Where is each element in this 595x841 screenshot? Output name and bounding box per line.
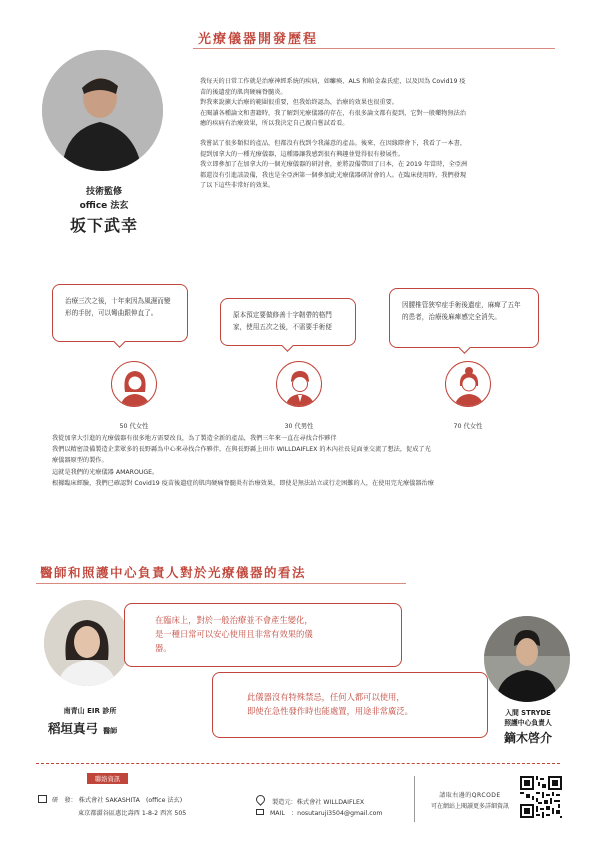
maker-text: 製造元：株式會社 WILLDAIFLEX (271, 799, 365, 806)
testimonial-bubble-2 (220, 298, 356, 346)
opinions-title: 醫師和照護中心負責人對於光療儀器的看法 (40, 565, 307, 580)
qr-caption-2: 可在網站上閱讀更多詳細資訊 (430, 803, 509, 810)
building-icon (38, 795, 47, 803)
testimonial-text-1: 治療三次之後，十年來因為風濕而變形的手肘，可以彎曲跟伸直了。 (65, 297, 171, 317)
history-line (200, 130, 560, 139)
woman-icon (112, 362, 157, 407)
caregiver-name: 鏑木啓介 (503, 731, 552, 745)
doctor-clinic: 南青山 EIR 診所 (63, 707, 117, 715)
caregiver-portrait-icon (484, 616, 570, 702)
caregiver-org-1: 入間 STRYDE (505, 709, 551, 717)
doctor-name-row (48, 718, 144, 737)
testimonial-text-3: 因腰椎管狹窄症手術後遺症，麻痺了五年的患者，治療後麻痺感完全消失。 (402, 301, 521, 321)
contact-label: 聯絡資訊 (87, 773, 128, 784)
history-line: 在閱讀各種論文和書籍時，我了解到光療儀器的存在，有很多論文都有提到，它對一般藥物無法治 (200, 109, 467, 117)
maker-row (256, 795, 364, 806)
seller-name: 株式會社 SAKASHITA (office 法玄) (78, 797, 183, 804)
story-line: 這就是我們的光療儀器 AMAROUGE。 (52, 468, 159, 476)
age-label-2: 30 代男性 (284, 423, 314, 430)
testimonial-bubble-3 (389, 288, 539, 348)
seller-row (38, 795, 182, 804)
history-line: 我每天的日常工作就是治療神經系統的疾病，如癱瘓、ALS 和帕金森氏症，以及因為 Covid19 疫 (200, 78, 466, 85)
caregiver-quote-1: 此儀器沒有特殊禁忌，任何人都可以使用， (247, 692, 405, 702)
history-line: 對我來說擴大治療的範圍很重要，但我始終認為，治療的效果也很重要。 (200, 99, 398, 107)
bubble-tail (113, 335, 126, 348)
mail-icon (256, 809, 264, 815)
doctor-name: 稻垣真弓 (48, 721, 99, 736)
doctor-title: 醫師 (103, 727, 118, 735)
caregiver-org-2: 照護中心負責人 (504, 719, 552, 727)
history-text (200, 77, 560, 192)
footer-dashed-rule (36, 763, 560, 764)
story-line: 我們以精密設備製造企業眾多的長野縣為中心來尋找合作夥伴，在與長野縣上田市 WILLDAIFLEX 的木內社長見面並交流了想法，促成了光 (52, 446, 431, 454)
history-line: 提到加拿大的一種光療儀器，這種器讓我感到很有興趣並覺得很有發展性。 (200, 150, 405, 158)
avatar-female-50s (111, 361, 157, 407)
history-title-rule (193, 48, 555, 49)
history-line: 都還沒有引進該設備，我也是全亞洲第一個參加此光療儀器研討會的人。在臨床使用時，我們發現 (200, 171, 467, 179)
caregiver-quote-2: 即使在急性發作時也能處置，用途非常廣泛。 (247, 706, 413, 716)
bubble-tail (281, 339, 294, 352)
author-photo (42, 50, 163, 171)
story-line: 我從加拿大引進的光療儀器有很多地方需要改良，為了製造全新的產品，我們三年來一直在尋找合作夥伴 (52, 435, 337, 442)
doctor-quote-3: 器。 (155, 643, 172, 653)
age-label-1: 50 代女性 (119, 423, 149, 430)
author-role-1: 技術監修 (85, 187, 122, 197)
man-icon (277, 362, 322, 407)
seller-label: 研 發： (51, 797, 77, 804)
doctor-quote-1: 在臨床上，對於一般治療並不會產生變化， (155, 615, 313, 625)
avatar-female-70s (445, 361, 491, 407)
history-line: 苗的後遺症的肌肉硬痛脊髓炎。 (200, 88, 287, 96)
elderly-woman-icon (446, 362, 491, 407)
qr-caption-1: 請取右邊的QRCODE (439, 792, 501, 799)
opinions-title-rule (36, 583, 406, 584)
caregiver-photo (484, 616, 570, 702)
qr-code-icon (520, 776, 562, 818)
doctor-quote-2: 是一種日常可以安心使用且非常有效果的儀 (155, 629, 313, 639)
footer-divider (414, 776, 415, 822)
history-line: 我立即參加了在加拿大的一個光療儀器的研討會，並將設備帶回了日本，在 2019 年當時，全亞洲 (200, 161, 468, 169)
age-label-3: 70 代女性 (453, 423, 483, 430)
mail-text: MAIL ：nosutaruji3504@gmail.com (269, 810, 383, 817)
testimonial-text-2: 原本預定要做修善十字韌帶的格門家，使用五次之後，不需要手術便 (233, 311, 332, 331)
story-line: 療儀器原型的製作。 (52, 457, 108, 465)
location-pin-icon (254, 793, 267, 806)
story-text (52, 433, 562, 489)
caregiver-quote-bubble (212, 672, 488, 738)
history-line: 癒的疾病有治療效果，所以我決定自己親自嘗試看看。 (200, 120, 349, 128)
mail-row (256, 808, 382, 817)
seller-address: 東京都澀谷區惠比壽西 1-8-2 西宮 505 (78, 810, 187, 817)
author-portrait-icon (42, 50, 163, 171)
story-line: 根據臨床經驗，我們已確認對 Covid19 疫苗後遺症的肌肉硬痛脊髓炎有治療效果，即使是無法站立或行走困難的人，在使用完光療儀器治療 (52, 479, 434, 487)
doctor-portrait-icon (44, 600, 130, 686)
history-line: 我嘗試了很多類似的產品，但都沒有找到令我滿意的產品。後來，在因緣際會下，我看了一本書， (200, 139, 467, 147)
testimonial-bubble-1 (52, 284, 188, 342)
qr-code[interactable] (520, 776, 562, 818)
history-line: 了以下這些非常好的效果。 (200, 182, 275, 190)
author-role-2: office 法玄 (79, 201, 129, 211)
doctor-photo (44, 600, 130, 686)
doctor-quote-bubble (124, 603, 402, 667)
avatar-male-30s (276, 361, 322, 407)
bubble-tail (458, 341, 471, 354)
author-name: 坂下武幸 (69, 216, 138, 235)
history-title: 光療儀器開發歷程 (198, 32, 319, 47)
